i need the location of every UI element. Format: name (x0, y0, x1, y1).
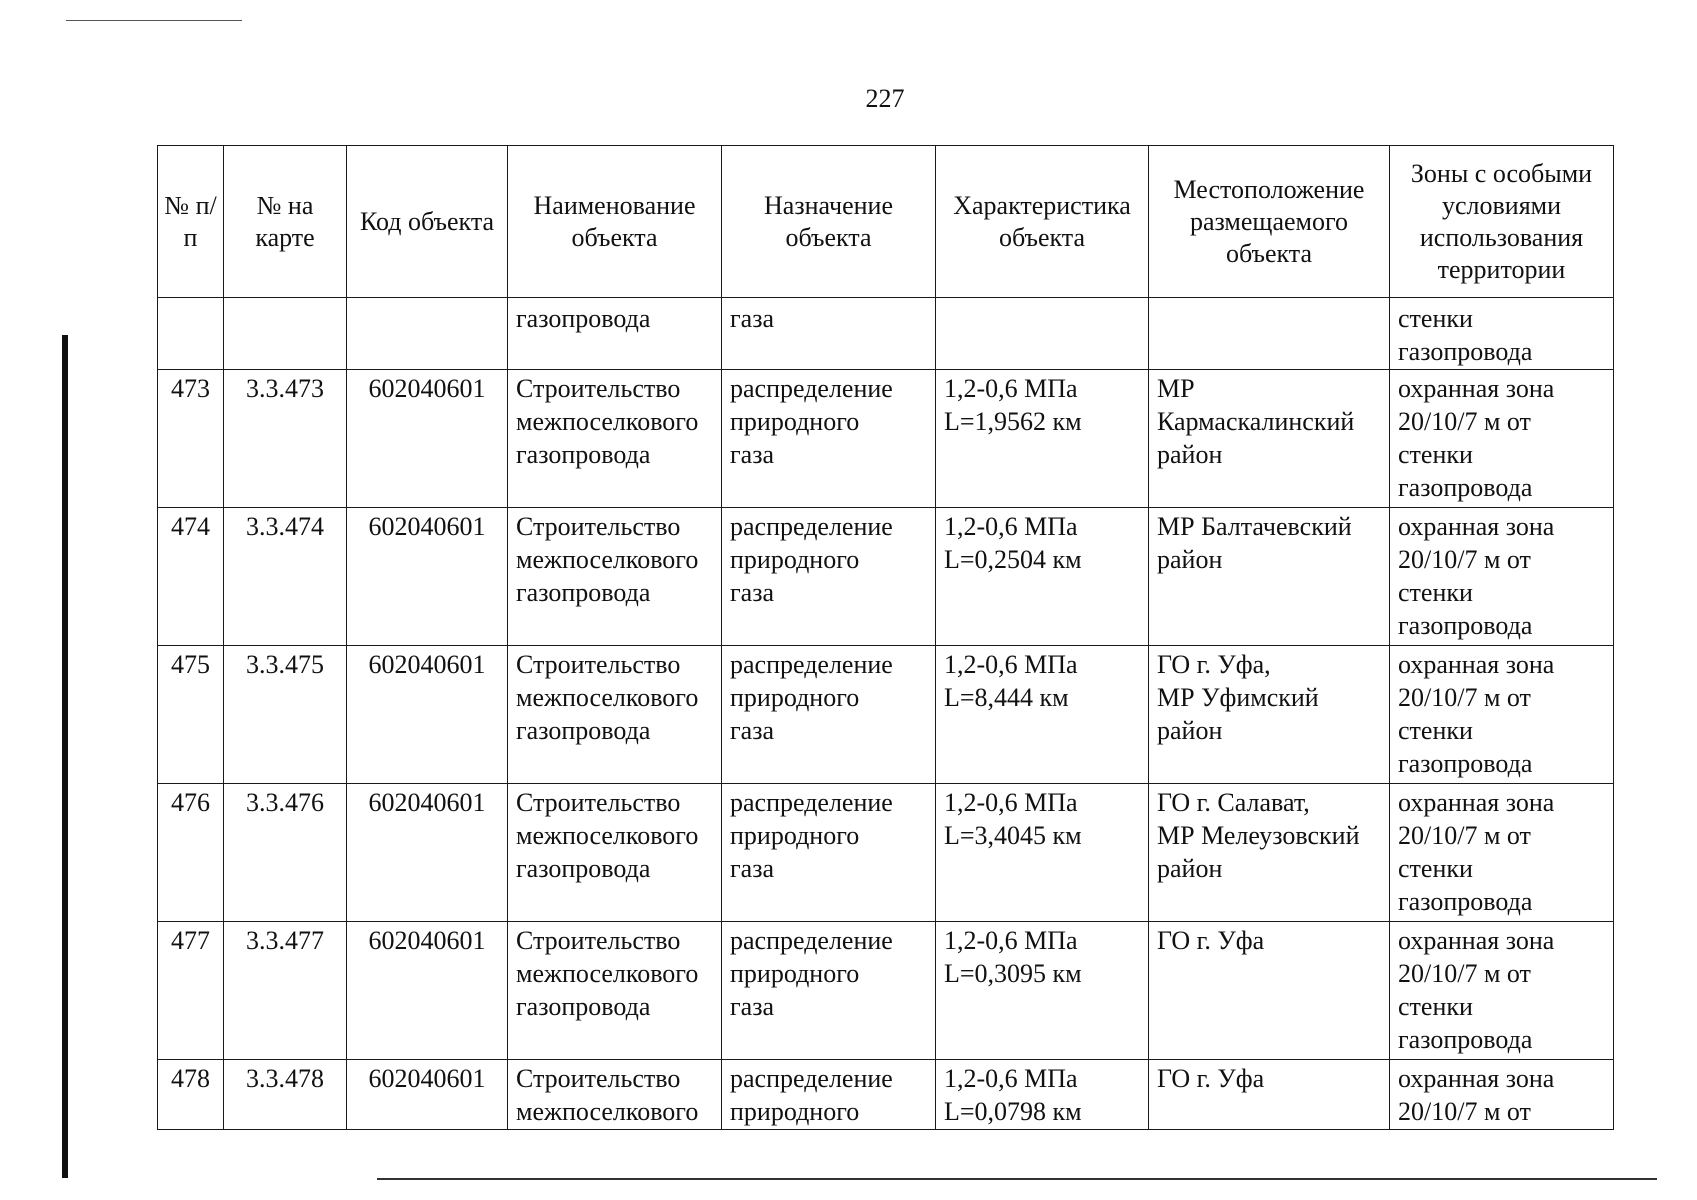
cell-line: стенки (1398, 304, 1473, 333)
cell-line: 20/10/7 м от (1398, 959, 1531, 988)
cell-special-zones (1390, 298, 1614, 370)
cell-line: 1,2-0,6 МПа (944, 926, 1078, 955)
table-row (158, 1060, 1614, 1130)
cell-line: стенки (1398, 578, 1473, 607)
cell-line: L=0,3095 км (944, 959, 1082, 988)
cell-line: газа (730, 440, 775, 469)
cell-special-zones (1390, 508, 1614, 646)
cell-line: L=0,2504 км (944, 545, 1082, 574)
header-object-name: Наименование объекта (508, 146, 722, 298)
cell-line: природного (730, 821, 860, 850)
cell-line: межпоселкового (516, 407, 699, 436)
cell-line: распределение (730, 926, 893, 955)
cell-line: природного (730, 683, 860, 712)
cell-line: район (1157, 440, 1223, 469)
cell-object-characteristic (936, 922, 1149, 1060)
page-number: 227 (865, 84, 905, 113)
cell-line: охранная зона (1398, 512, 1555, 541)
cell-line: газопровода (516, 992, 651, 1021)
cell-line: Строительство (516, 374, 681, 403)
cell-map-num: 3.3.473 (224, 370, 347, 508)
cell-object-code: 602040601 (347, 784, 508, 922)
cell-line: газопровода (1398, 749, 1533, 778)
table-row (158, 508, 1614, 646)
cell-line: 1,2-0,6 МПа (944, 374, 1078, 403)
cell-line: район (1157, 854, 1223, 883)
cell-object-location (1149, 646, 1390, 784)
cell-line: газопровода (516, 854, 651, 883)
cell-line: газопровода (516, 578, 651, 607)
cell-object-name (508, 1060, 722, 1130)
table-header-row (158, 146, 1614, 298)
scan-margin-tick (64, 1020, 66, 1040)
cell-object-location (1149, 508, 1390, 646)
cell-line: L=8,444 км (944, 683, 1069, 712)
cell-object-location (1149, 1060, 1390, 1130)
cell-line: охранная зона (1398, 926, 1555, 955)
cell-line: стенки (1398, 440, 1473, 469)
cell-line: газопровода (1398, 1025, 1533, 1054)
cell-object-characteristic (936, 298, 1149, 370)
cell-special-zones (1390, 1060, 1614, 1130)
cell-map-num: 3.3.475 (224, 646, 347, 784)
cell-object-name (508, 784, 722, 922)
cell-object-code: 602040601 (347, 922, 508, 1060)
table-row (158, 922, 1614, 1060)
cell-object-characteristic (936, 508, 1149, 646)
cell-line: 20/10/7 м от (1398, 683, 1531, 712)
cell-line: газа (730, 992, 775, 1021)
cell-line: МР Мелеузовский (1157, 821, 1360, 850)
cell-object-code: 602040601 (347, 1060, 508, 1130)
cell-line: стенки (1398, 854, 1473, 883)
cell-line: L=1,9562 км (944, 407, 1082, 436)
cell-line: 1,2-0,6 МПа (944, 650, 1078, 679)
cell-num: 478 (158, 1060, 224, 1130)
cell-special-zones (1390, 370, 1614, 508)
cell-object-purpose (722, 646, 936, 784)
cell-line: охранная зона (1398, 374, 1555, 403)
objects-table (157, 145, 1614, 1130)
scan-edge-line-bottom (377, 1178, 1657, 1180)
scan-margin-bar (62, 335, 68, 1178)
cell-line: МР Уфимский (1157, 683, 1319, 712)
cell-line: природного (730, 959, 860, 988)
header-num: № п/п (158, 146, 224, 298)
cell-num: 476 (158, 784, 224, 922)
cell-line: 20/10/7 м от (1398, 407, 1531, 436)
scan-edge-line-top (66, 20, 242, 21)
table-row-continuation (158, 298, 1614, 370)
cell-object-purpose (722, 784, 936, 922)
cell-line: газопровода (516, 440, 651, 469)
cell-map-num: 3.3.476 (224, 784, 347, 922)
cell-line: газа (730, 716, 775, 745)
header-object-code: Код объекта (347, 146, 508, 298)
table-row (158, 646, 1614, 784)
cell-special-zones (1390, 784, 1614, 922)
cell-line: L=0,0798 км (944, 1097, 1082, 1126)
cell-object-location (1149, 370, 1390, 508)
cell-line: охранная зона (1398, 788, 1555, 817)
table-row (158, 784, 1614, 922)
header-special-zones: Зоны с особыми условиями использования территории (1390, 146, 1614, 298)
cell-line: МР (1157, 374, 1195, 403)
cell-object-name (508, 298, 722, 370)
cell-object-code: 602040601 (347, 646, 508, 784)
cell-line: газопровода (516, 716, 651, 745)
cell-object-location (1149, 784, 1390, 922)
cell-object-characteristic (936, 784, 1149, 922)
cell-line: L=3,4045 км (944, 821, 1082, 850)
cell-object-purpose (722, 370, 936, 508)
cell-line: газа (730, 304, 775, 333)
cell-object-code (347, 298, 508, 370)
cell-line: 20/10/7 м от (1398, 821, 1531, 850)
cell-object-purpose (722, 1060, 936, 1130)
cell-line: газопровода (516, 304, 651, 333)
cell-object-location (1149, 922, 1390, 1060)
cell-special-zones (1390, 646, 1614, 784)
cell-line: ГО г. Уфа, (1157, 650, 1271, 679)
cell-line: стенки (1398, 716, 1473, 745)
cell-num: 477 (158, 922, 224, 1060)
table-row (158, 370, 1614, 508)
cell-num (158, 298, 224, 370)
cell-line: Строительство (516, 512, 681, 541)
cell-object-code: 602040601 (347, 508, 508, 646)
cell-line: газопровода (1398, 473, 1533, 502)
cell-line: газа (730, 578, 775, 607)
cell-line: район (1157, 545, 1223, 574)
cell-line: Строительство (516, 788, 681, 817)
cell-num: 474 (158, 508, 224, 646)
cell-line: газопровода (1398, 887, 1533, 916)
cell-object-name (508, 370, 722, 508)
cell-line: 1,2-0,6 МПа (944, 512, 1078, 541)
cell-line: распределение (730, 1064, 893, 1093)
cell-line: Строительство (516, 926, 681, 955)
cell-line: газа (730, 854, 775, 883)
cell-line: 1,2-0,6 МПа (944, 788, 1078, 817)
cell-line: 20/10/7 м от (1398, 545, 1531, 574)
cell-line: 20/10/7 м от (1398, 1097, 1531, 1126)
cell-line: газопровода (1398, 337, 1533, 366)
cell-line: Строительство (516, 1064, 681, 1093)
cell-map-num: 3.3.477 (224, 922, 347, 1060)
cell-object-purpose (722, 922, 936, 1060)
cell-map-num (224, 298, 347, 370)
cell-object-code: 602040601 (347, 370, 508, 508)
cell-line: природного (730, 1097, 860, 1126)
cell-line: МР Балтачевский (1157, 512, 1352, 541)
cell-line: межпоселкового (516, 683, 699, 712)
cell-object-characteristic (936, 646, 1149, 784)
cell-special-zones (1390, 922, 1614, 1060)
cell-line: распределение (730, 788, 893, 817)
cell-line: распределение (730, 512, 893, 541)
cell-object-purpose (722, 508, 936, 646)
cell-line: Кармаскалинский (1157, 407, 1355, 436)
cell-line: природного (730, 545, 860, 574)
cell-line: межпоселкового (516, 1097, 699, 1126)
cell-object-location (1149, 298, 1390, 370)
cell-line: ГО г. Уфа (1157, 926, 1265, 955)
cell-map-num: 3.3.478 (224, 1060, 347, 1130)
cell-num: 473 (158, 370, 224, 508)
cell-line: охранная зона (1398, 650, 1555, 679)
header-object-characteristic: Характеристика объекта (936, 146, 1149, 298)
header-object-location: Местоположение размещаемого объекта (1149, 146, 1390, 298)
cell-line: газопровода (1398, 611, 1533, 640)
cell-object-name (508, 508, 722, 646)
cell-object-name (508, 922, 722, 1060)
cell-line: 1,2-0,6 МПа (944, 1064, 1078, 1093)
cell-line: межпоселкового (516, 959, 699, 988)
cell-line: распределение (730, 650, 893, 679)
cell-line: ГО г. Уфа (1157, 1064, 1265, 1093)
cell-line: распределение (730, 374, 893, 403)
cell-line: охранная зона (1398, 1064, 1555, 1093)
cell-num: 475 (158, 646, 224, 784)
cell-line: ГО г. Салават, (1157, 788, 1310, 817)
cell-line: межпоселкового (516, 821, 699, 850)
cell-object-characteristic (936, 1060, 1149, 1130)
cell-object-characteristic (936, 370, 1149, 508)
cell-line: район (1157, 716, 1223, 745)
header-object-purpose: Назначение объекта (722, 146, 936, 298)
cell-line: стенки (1398, 992, 1473, 1021)
cell-map-num: 3.3.474 (224, 508, 347, 646)
cell-line: межпоселкового (516, 545, 699, 574)
cell-object-name (508, 646, 722, 784)
header-map-num: № на карте (224, 146, 347, 298)
cell-object-purpose (722, 298, 936, 370)
cell-line: природного (730, 407, 860, 436)
cell-line: Строительство (516, 650, 681, 679)
